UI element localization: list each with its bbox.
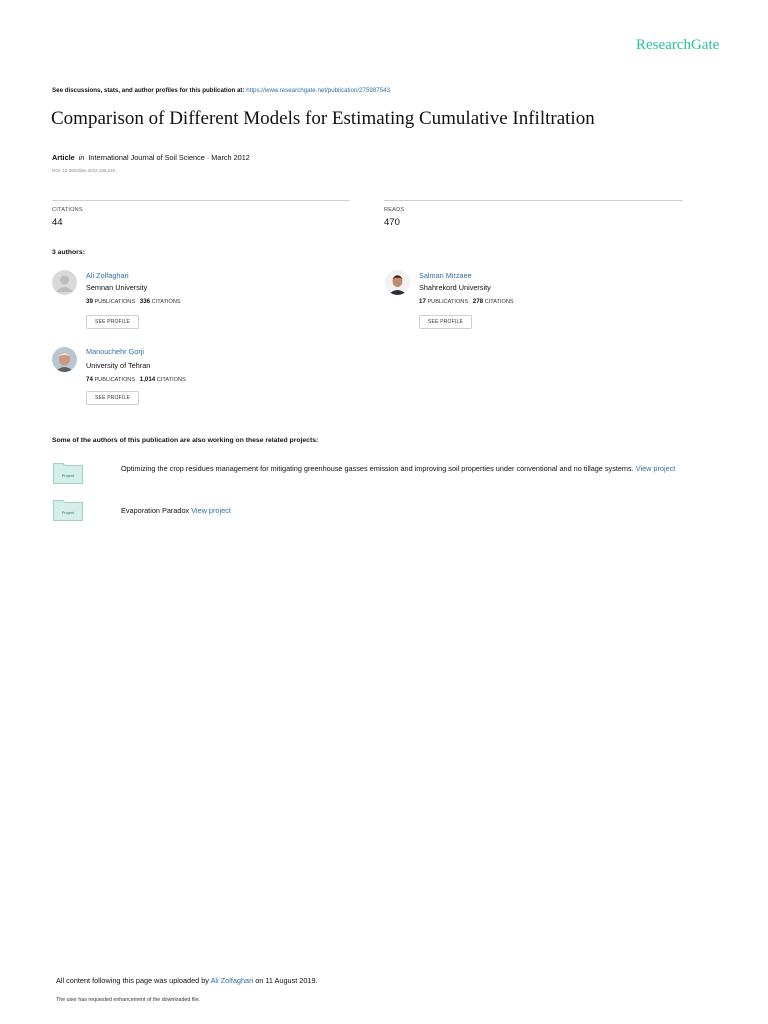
projects-heading: Some of the authors of this publication are also working on these related projects: xyxy=(52,437,319,444)
author-stats xyxy=(419,298,514,305)
see-profile-button[interactable]: SEE PROFILE xyxy=(86,391,139,405)
citations-label: CITATIONS xyxy=(151,299,181,305)
citations-divider xyxy=(52,200,350,201)
author-affiliation: Shahrekord University xyxy=(419,283,491,292)
paper-title: Comparison of Different Models for Estimating Cumulative Infiltration xyxy=(51,108,595,129)
author-name-link[interactable]: Salman Mirzaee xyxy=(419,271,472,280)
article-type: Article xyxy=(52,153,75,162)
researchgate-logo[interactable]: ResearchGate xyxy=(636,37,720,53)
project-item xyxy=(121,463,721,475)
publications-count: 39 xyxy=(86,298,93,305)
project-folder-icon[interactable] xyxy=(53,499,83,521)
citations-value: 44 xyxy=(52,217,63,228)
author-name-link[interactable]: Manouchehr Gorji xyxy=(86,347,144,356)
discussions-text: See discussions, stats, and author profiles for this publication at: xyxy=(52,87,245,94)
publications-label: PUBLICATIONS xyxy=(94,377,136,383)
photo-avatar[interactable] xyxy=(52,347,77,372)
view-project-link[interactable]: View project xyxy=(635,464,676,473)
author-name-link[interactable]: Ali Zolfaghari xyxy=(86,271,129,280)
upload-note xyxy=(56,976,318,985)
journal-date: International Journal of Soil Science · March 2012 xyxy=(88,153,250,162)
citations-label: CITATIONS xyxy=(484,299,514,305)
author-affiliation: Semnan University xyxy=(86,283,148,292)
upload-prefix: All content following this page was uploaded by xyxy=(56,976,209,985)
author-stats xyxy=(86,376,186,383)
discussions-line xyxy=(52,87,390,94)
project-item xyxy=(121,506,231,515)
project-icon-label: Project xyxy=(61,473,75,478)
project-folder-icon[interactable] xyxy=(53,462,83,484)
publications-count: 17 xyxy=(419,298,426,305)
citations-count: 1,014 xyxy=(139,376,156,383)
reads-value: 470 xyxy=(384,217,400,228)
photo-avatar[interactable] xyxy=(385,270,410,295)
publications-count: 74 xyxy=(86,376,93,383)
paper-meta xyxy=(52,153,250,162)
citations-count: 278 xyxy=(472,298,484,305)
see-profile-button[interactable]: SEE PROFILE xyxy=(419,315,472,329)
publications-label: PUBLICATIONS xyxy=(427,299,469,305)
default-avatar[interactable] xyxy=(52,270,77,295)
uploader-link[interactable]: Ali Zolfaghari xyxy=(210,976,254,985)
doi: DOI: 10.3923/ijss.2012.108.115 xyxy=(52,168,115,173)
in-label: in xyxy=(78,153,85,162)
reads-divider xyxy=(384,200,683,201)
publications-label: PUBLICATIONS xyxy=(94,299,136,305)
author-affiliation: University of Tehran xyxy=(86,361,151,370)
citations-count: 336 xyxy=(139,298,151,305)
publication-url-link[interactable]: https://www.researchgate.net/publication/275987543 xyxy=(246,87,391,94)
see-profile-button[interactable]: SEE PROFILE xyxy=(86,315,139,329)
view-project-link[interactable]: View project xyxy=(191,506,231,515)
project-icon-label: Project xyxy=(61,510,75,515)
citations-label: CITATIONS xyxy=(52,207,83,213)
author-stats xyxy=(86,298,181,305)
upload-suffix: on 11 August 2019. xyxy=(255,976,318,985)
enhancement-note: The user has requested enhancement of the downloaded file. xyxy=(56,997,200,1003)
project-description: Optimizing the crop residues management for mitigating greenhouse gasses emission and improving soil properties under conventional and no tillage systems. xyxy=(121,464,634,473)
citations-label: CITATIONS xyxy=(156,377,186,383)
project-description: Evaporation Paradox xyxy=(121,506,190,515)
authors-heading: 3 authors: xyxy=(52,249,85,256)
reads-label: READS xyxy=(384,207,405,213)
